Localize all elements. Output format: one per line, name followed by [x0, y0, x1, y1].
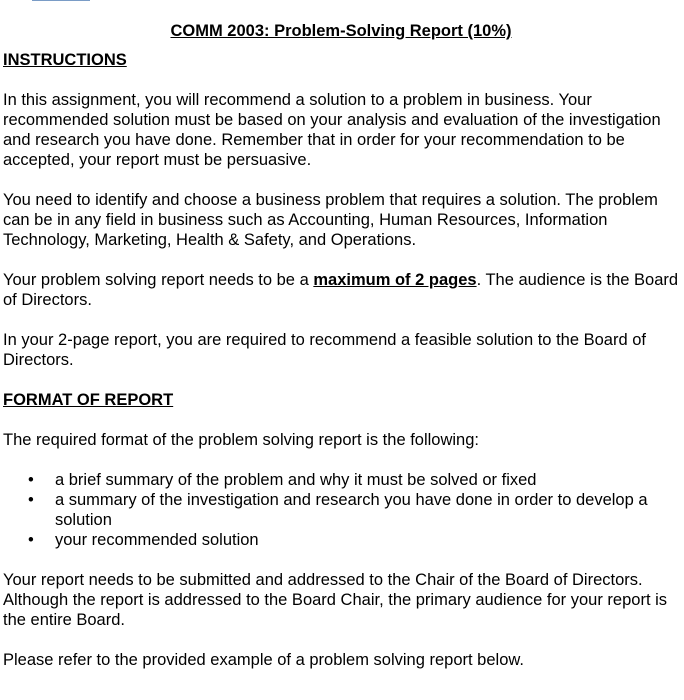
list-item [3, 530, 679, 550]
list-item-text: your recommended solution [55, 531, 259, 549]
page-limit-text-before: Your problem solving report needs to be a [3, 271, 314, 289]
instructions-paragraph-1: In this assignment, you will recommend a solution to a problem in business. Your recommended solution must be based on your analysis and evaluation of the investigation and research you have done. Remember that in order for your recommendation to be accepted, your report must be persuasive. [3, 91, 661, 169]
format-intro: The required format of the problem solving report is the following: [3, 431, 479, 449]
list-item [3, 490, 679, 530]
top-rule-decoration [32, 0, 90, 1]
instructions-paragraph-3 [3, 270, 679, 310]
instructions-paragraph-4: In your 2-page report, you are required to recommend a feasible solution to the Board of Directors. [3, 331, 646, 369]
refer-paragraph: Please refer to the provided example of a problem solving report below. [3, 651, 524, 669]
document-page [3, 21, 679, 690]
page-limit-text-after: . The audience is the Board of Directors. [3, 271, 679, 309]
format-heading: FORMAT OF REPORT [3, 391, 174, 409]
page-limit-emphasis: maximum of 2 pages [313, 271, 477, 289]
document-title: COMM 2003: Problem-Solving Report (10%) [170, 22, 512, 40]
instructions-heading: INSTRUCTIONS [3, 51, 127, 69]
instructions-paragraph-2: You need to identify and choose a business problem that requires a solution. The problem can be in any field in business such as Accounting, Human Resources, Information Technology, Marketing, Health & Safety, and Operations. [3, 191, 658, 249]
bullet-icon: • [28, 471, 34, 489]
list-item-text: a summary of the investigation and research you have done in order to develop a solution [55, 491, 648, 529]
bullet-icon: • [28, 531, 34, 549]
format-list [3, 470, 679, 550]
list-item [3, 470, 679, 490]
bullet-icon: • [28, 491, 34, 509]
list-item-text: a brief summary of the problem and why it must be solved or fixed [55, 471, 537, 489]
submission-paragraph: Your report needs to be submitted and addressed to the Chair of the Board of Directors. Although the report is addressed to the Board Chair, the primary audience for your report is the entire Board. [3, 571, 668, 629]
